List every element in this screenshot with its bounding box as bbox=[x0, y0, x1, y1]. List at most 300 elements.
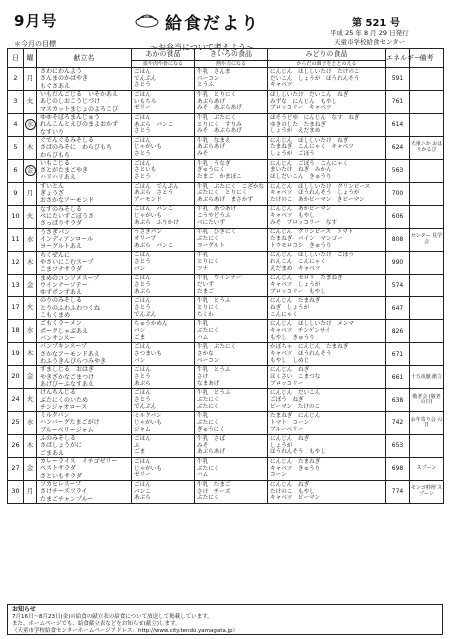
weekday-cell: 月 bbox=[24, 182, 37, 205]
r-line: ベーコン bbox=[197, 357, 220, 364]
menu-line: もぐさあえ bbox=[40, 82, 71, 90]
y-line: ふ bbox=[134, 442, 140, 449]
r-line: ツナ bbox=[197, 265, 209, 272]
weekday-cell: 水 bbox=[24, 412, 37, 435]
green-food-cell bbox=[268, 159, 386, 182]
g-line: はくさい こまつな bbox=[270, 373, 321, 380]
red-food-cell bbox=[195, 435, 268, 458]
day-cell: 26 bbox=[8, 435, 24, 458]
menu-line: のりのみそしる bbox=[40, 297, 83, 305]
r-line: 牛乳 うなぎ bbox=[197, 160, 231, 167]
col-kcal: エネルギー bbox=[386, 49, 410, 68]
menu-line: ハンバーグたまごがけ bbox=[40, 419, 100, 427]
col-yellow-sub: 血や肉や骨になる bbox=[132, 61, 195, 68]
energy-cell: 808 bbox=[386, 228, 410, 251]
g-line: たまねぎ こんにゃく キャベツ bbox=[270, 144, 354, 151]
r-line: 牛乳 bbox=[197, 458, 209, 465]
energy-cell: 574 bbox=[386, 274, 410, 297]
g-line: にんじん ほししいたけ ねぎ bbox=[270, 137, 349, 144]
y-line: ごはん bbox=[134, 435, 151, 442]
g-line: キャベツ しょうが bbox=[270, 282, 321, 289]
menu-line: さとがたまごやき bbox=[40, 167, 89, 175]
menu-line: ベストサラダ bbox=[40, 465, 76, 473]
yellow-food-cell bbox=[132, 136, 195, 159]
r-line: とりにく bbox=[197, 305, 220, 312]
r-line: 牛乳 ウインナー bbox=[197, 275, 242, 282]
g-line: にんじん たまねぎ bbox=[270, 458, 321, 465]
table-row bbox=[8, 480, 444, 503]
yellow-food-cell bbox=[132, 205, 195, 228]
energy-cell: 742 bbox=[386, 412, 410, 435]
y-line: ごはん bbox=[134, 91, 151, 98]
r-line: さかな bbox=[197, 350, 214, 357]
weekday-cell: 木 bbox=[24, 343, 37, 366]
menu-line: ゆゆそぼろまんじゅう bbox=[40, 113, 101, 121]
menu-line: べにたいずごぼうさ bbox=[40, 213, 95, 221]
menu-line: わらびもち bbox=[40, 151, 71, 159]
r-line: とうふ bbox=[197, 82, 214, 89]
y-line: さといも bbox=[134, 167, 157, 174]
table-row bbox=[8, 228, 444, 251]
month-label: 9月号 bbox=[14, 12, 58, 30]
red-food-cell bbox=[195, 320, 268, 343]
g-line: ほしだいこん きゅうり bbox=[270, 174, 332, 181]
y-line: さとう bbox=[134, 128, 151, 135]
g-line: にんじん ほししいたけ ごぼう bbox=[270, 252, 354, 259]
menu-cell bbox=[37, 136, 132, 159]
g-line: にんじん ほししいたけ たけのこ bbox=[270, 68, 360, 75]
r-line: あぶらあげ bbox=[197, 449, 225, 456]
menu-line: あじのしおこうじづけ bbox=[40, 98, 101, 106]
green-food-cell bbox=[268, 113, 386, 136]
r-line: ぶたにく bbox=[197, 403, 220, 410]
table-row bbox=[8, 412, 444, 435]
red-food-cell bbox=[195, 113, 268, 136]
r-line: あぶらあげ まさかず bbox=[197, 197, 253, 204]
note-cell bbox=[410, 91, 444, 114]
notice-title: お知らせ bbox=[12, 606, 36, 613]
menu-body bbox=[8, 68, 444, 504]
note-cell: 十五夜献 献立 bbox=[410, 366, 444, 389]
menu-cell bbox=[37, 68, 132, 91]
note-cell bbox=[410, 182, 444, 205]
yellow-food-cell bbox=[132, 458, 195, 481]
y-line: ごはん bbox=[134, 344, 151, 351]
col-note: 備考 bbox=[410, 49, 444, 68]
g-line: ブルーベリー bbox=[270, 426, 304, 433]
y-line: さとう bbox=[134, 373, 151, 380]
table-row bbox=[8, 297, 444, 320]
menu-line: やきざかなごまつけ bbox=[40, 373, 95, 381]
y-line: パンこ bbox=[134, 488, 151, 495]
menu-line: フカヒレスープ bbox=[40, 480, 82, 488]
energy-cell: 671 bbox=[386, 343, 410, 366]
menu-line: チンジャオロース bbox=[40, 403, 88, 411]
red-food-cell bbox=[195, 228, 268, 251]
y-line: さとう bbox=[134, 82, 151, 89]
col-menu: 献立名 bbox=[37, 49, 132, 68]
menu-line: なすいり bbox=[40, 128, 65, 136]
note-cell: 敬老会 (敬老の日) bbox=[410, 389, 444, 412]
green-food-cell bbox=[268, 228, 386, 251]
r-line: ハム bbox=[197, 334, 209, 341]
menu-line: すいとん bbox=[40, 182, 65, 190]
energy-cell: 700 bbox=[386, 182, 410, 205]
y-line: ごはん bbox=[134, 252, 151, 259]
energy-cell: 591 bbox=[386, 68, 410, 91]
weekday-cell bbox=[24, 159, 37, 182]
weekday-cell: 火 bbox=[24, 297, 37, 320]
menu-line: ハリハリあえ bbox=[40, 174, 76, 182]
weekday-cell: 金 bbox=[24, 458, 37, 481]
green-food-cell bbox=[268, 136, 386, 159]
col-day: 日 bbox=[8, 49, 24, 68]
g-line: ゆきのした たまねぎ bbox=[270, 121, 326, 128]
weekday-circle: 金 bbox=[25, 165, 36, 176]
r-line: 牛乳 ぶたにく こざかな bbox=[197, 183, 265, 190]
y-line: ジャム bbox=[134, 426, 151, 433]
menu-cell bbox=[37, 113, 132, 136]
r-line: 牛乳 とうふ bbox=[197, 389, 231, 396]
menu-line: ぎょうざ bbox=[40, 190, 65, 198]
table-row bbox=[8, 251, 444, 274]
weekday-cell: 木 bbox=[24, 251, 37, 274]
green-food-cell bbox=[268, 297, 386, 320]
note-cell: センター 見学会 bbox=[410, 228, 444, 251]
y-line: ごはん でんぷん bbox=[134, 183, 179, 190]
menu-line: こまツナサラダ bbox=[40, 266, 82, 274]
menu-line: れんこんとえびのまよおかず bbox=[40, 121, 119, 129]
y-line: じゃがいも bbox=[134, 465, 162, 472]
g-line: にんじん たまねぎ bbox=[270, 298, 321, 305]
r-line: ベーコン bbox=[197, 75, 220, 82]
g-line: にんじん あかピーマン bbox=[270, 206, 332, 213]
menu-line: インディアンロール bbox=[40, 235, 94, 243]
r-line: 牛乳 たまご bbox=[197, 481, 231, 488]
y-line: ゼリー bbox=[134, 472, 151, 479]
menu-line: いもだんごじる いそかあえ bbox=[40, 91, 119, 99]
r-line: ぶたにく bbox=[197, 396, 220, 403]
r-line: ハム bbox=[197, 472, 209, 479]
green-food-cell bbox=[268, 412, 386, 435]
g-line: ねぎ しょうが bbox=[270, 305, 310, 312]
r-line: 牛乳 とうふ bbox=[197, 367, 231, 374]
y-line: あぶら bbox=[134, 288, 151, 295]
menu-line: けんちんじる bbox=[40, 389, 77, 397]
g-line: キャベツ ピーマン bbox=[270, 495, 321, 502]
menu-line: さわにわんよう bbox=[40, 68, 83, 76]
y-line: あぶら ふりかけ bbox=[134, 220, 179, 227]
energy-cell: 990 bbox=[386, 251, 410, 274]
r-line: 牛乳 とうふ bbox=[197, 298, 231, 305]
y-line: さとう bbox=[134, 174, 151, 181]
y-line: さとう bbox=[134, 282, 151, 289]
menu-line: パンプキンスープ bbox=[40, 343, 87, 351]
day-cell: 17 bbox=[8, 297, 24, 320]
g-line: ほうれんそう もやし bbox=[270, 449, 326, 456]
yellow-food-cell bbox=[132, 159, 195, 182]
weekday-cell: 火 bbox=[24, 91, 37, 114]
menu-line: ゆずポンずあえ bbox=[40, 289, 83, 297]
r-line: 牛乳 bbox=[197, 412, 209, 419]
yellow-food-cell bbox=[132, 412, 195, 435]
g-line: トマト コーン bbox=[270, 419, 310, 426]
day-cell: 12 bbox=[8, 251, 24, 274]
red-food-cell bbox=[195, 274, 268, 297]
menu-line: ブルーベリージャム bbox=[40, 426, 94, 434]
energy-cell: 624 bbox=[386, 136, 410, 159]
energy-cell: 826 bbox=[386, 320, 410, 343]
weekday-cell: 火 bbox=[24, 389, 37, 412]
col-green-sub: からだの調子をととのえる bbox=[268, 61, 386, 68]
red-food-cell bbox=[195, 389, 268, 412]
menu-cell bbox=[37, 412, 132, 435]
energy-cell: 698 bbox=[386, 458, 410, 481]
day-cell: 30 bbox=[8, 480, 24, 503]
menu-cell bbox=[37, 320, 132, 343]
day-cell: 24 bbox=[8, 389, 24, 412]
yellow-food-cell bbox=[132, 68, 195, 91]
green-food-cell bbox=[268, 205, 386, 228]
menu-line: ぶたにくのいため bbox=[40, 396, 89, 404]
table-row bbox=[8, 274, 444, 297]
y-line: でんぷん bbox=[134, 403, 157, 410]
energy-cell: 653 bbox=[386, 435, 410, 458]
note-cell bbox=[410, 113, 444, 136]
red-food-cell bbox=[195, 68, 268, 91]
note-cell bbox=[410, 274, 444, 297]
note-cell: モンゴ料理 スプーン bbox=[410, 480, 444, 503]
table-row bbox=[8, 159, 444, 182]
green-food-cell bbox=[268, 366, 386, 389]
r-line: さけ チーズ bbox=[197, 488, 231, 495]
note-cell bbox=[410, 343, 444, 366]
menu-line: まめのコンソメスープ bbox=[40, 274, 100, 282]
yellow-food-cell bbox=[132, 343, 195, 366]
menu-line: あげびーふなすあえ bbox=[40, 380, 94, 388]
red-food-cell bbox=[195, 297, 268, 320]
green-food-cell bbox=[268, 91, 386, 114]
energy-cell: 774 bbox=[386, 480, 410, 503]
red-food-cell bbox=[195, 91, 268, 114]
energy-cell: 761 bbox=[386, 91, 410, 114]
menu-cell bbox=[37, 480, 132, 503]
r-line: ぎゅうにく bbox=[197, 426, 225, 433]
weekday-cell: 木 bbox=[24, 435, 37, 458]
menu-line: カレーライス イチゴゼリー bbox=[40, 458, 118, 466]
y-line: ごはん bbox=[134, 114, 151, 121]
y-line: ごはん bbox=[134, 481, 151, 488]
g-line: みずな にんじん もやし bbox=[270, 98, 338, 105]
y-line: いもちろ bbox=[134, 98, 157, 105]
g-line: キャベツ ほうれんそう しょうが bbox=[270, 190, 360, 197]
day-cell: 13 bbox=[8, 274, 24, 297]
menu-line: ミルクパン bbox=[40, 412, 70, 420]
menu-table bbox=[7, 48, 444, 504]
menu-cell bbox=[37, 343, 132, 366]
g-line: にんじん ほししいたけ メンマ bbox=[270, 321, 354, 328]
y-line: ごはん bbox=[134, 367, 151, 374]
green-food-cell bbox=[268, 182, 386, 205]
menu-cell bbox=[37, 389, 132, 412]
notice-line: 7月16日～8月23日(金)の給食の献立表の給食について放送して掲載しています。 bbox=[12, 613, 213, 620]
y-line: さとう bbox=[134, 259, 151, 266]
r-line: とりにく すりみ bbox=[197, 121, 242, 128]
y-line: ゼリー bbox=[134, 105, 151, 112]
r-line: ぶたにく bbox=[197, 236, 220, 243]
day-cell: 20 bbox=[8, 366, 24, 389]
col-red: きいろの食品 bbox=[195, 49, 268, 61]
r-line: 牛乳 ぶたにく bbox=[197, 114, 237, 121]
note-cell: お年寄り会 の日 bbox=[410, 412, 444, 435]
menu-line: マスカットまじょのよろこび bbox=[40, 105, 118, 113]
y-line: パン bbox=[134, 265, 146, 272]
y-line: でんぷん bbox=[134, 75, 157, 82]
red-food-cell bbox=[195, 205, 268, 228]
yellow-food-cell bbox=[132, 297, 195, 320]
yellow-food-cell bbox=[132, 366, 195, 389]
r-line: こうやどうふ bbox=[197, 213, 231, 220]
g-line: ブロッコリー bbox=[270, 380, 304, 387]
table-row bbox=[8, 389, 444, 412]
col-green: みどりの食品 bbox=[268, 49, 386, 61]
g-line: たまねぎ にんじん bbox=[270, 412, 321, 419]
green-food-cell bbox=[268, 68, 386, 91]
yellow-food-cell bbox=[132, 91, 195, 114]
yellow-food-cell bbox=[132, 274, 195, 297]
weekday-cell: 月 bbox=[24, 480, 37, 503]
g-line: にんじん ねぎ bbox=[270, 481, 310, 488]
r-line: ヨーグルト bbox=[197, 243, 225, 250]
day-cell: 2 bbox=[8, 68, 24, 91]
yellow-food-cell bbox=[132, 435, 195, 458]
menu-line: さかなアーモンドあえ bbox=[40, 350, 100, 358]
green-food-cell bbox=[268, 320, 386, 343]
weekday-circle: 水 bbox=[25, 119, 36, 130]
table-row bbox=[8, 458, 444, 481]
y-line: パン bbox=[134, 357, 146, 364]
menu-cell bbox=[37, 297, 132, 320]
g-line: しょうが ごぼう bbox=[270, 151, 315, 158]
weekday-cell: 水 bbox=[24, 320, 37, 343]
r-line: だいず bbox=[197, 282, 214, 289]
day-cell: 10 bbox=[8, 205, 24, 228]
r-line: たまご bbox=[197, 288, 214, 295]
g-line: キャベツ もやし bbox=[270, 213, 315, 220]
note-cell bbox=[410, 435, 444, 458]
menu-line: バンサンスー bbox=[40, 335, 76, 343]
g-line: みそ ブロッコリー なす bbox=[270, 220, 338, 227]
y-line: アーモンド bbox=[134, 197, 162, 204]
g-line: もやし しめじ bbox=[270, 357, 310, 364]
weekday-cell: 金 bbox=[24, 366, 37, 389]
menu-line: ちくぜんに bbox=[40, 251, 71, 259]
day-cell: 25 bbox=[8, 412, 24, 435]
day-cell: 11 bbox=[8, 228, 24, 251]
r-line: 牛乳 とりにく bbox=[197, 91, 237, 98]
y-line: さつまいも bbox=[134, 350, 162, 357]
issue-number: 第 521 号 bbox=[352, 18, 400, 29]
table-row bbox=[8, 343, 444, 366]
menu-cell bbox=[37, 91, 132, 114]
g-line: ブロッコリー キャベツ bbox=[270, 105, 332, 112]
r-line: みそ あぶらあげ bbox=[197, 105, 242, 112]
g-line: だいこん しょうが ほうれんそう bbox=[270, 75, 360, 82]
y-line: ちゅうかめん bbox=[134, 321, 168, 328]
y-line: ごま bbox=[134, 334, 146, 341]
menu-line: さけチーズフライ bbox=[40, 488, 88, 496]
menu-cell bbox=[37, 366, 132, 389]
energy-cell: 614 bbox=[386, 113, 410, 136]
g-line: まいたけ ねぎ みかん bbox=[270, 167, 332, 174]
table-row bbox=[8, 113, 444, 136]
yellow-food-cell bbox=[132, 251, 195, 274]
r-line: ぶたにく bbox=[197, 327, 220, 334]
green-food-cell bbox=[268, 480, 386, 503]
y-line: ごはん bbox=[134, 68, 151, 75]
g-line: たまねぎ パイン マンゴー bbox=[270, 236, 343, 243]
red-food-cell bbox=[195, 458, 268, 481]
table-row bbox=[8, 320, 444, 343]
g-line: ピーマン たけのこ bbox=[270, 403, 321, 410]
g-line: にんじん セロリ たまねぎ bbox=[270, 275, 343, 282]
g-line: コーン bbox=[270, 472, 287, 479]
y-line: さとう bbox=[134, 396, 151, 403]
y-line: ごはん bbox=[134, 160, 151, 167]
menu-line: さんまのかばやき bbox=[40, 75, 89, 83]
red-food-cell bbox=[195, 159, 268, 182]
g-line: もやし きゅうり bbox=[270, 334, 315, 341]
y-line: ごはん bbox=[134, 298, 151, 305]
y-line: じゃがいも bbox=[134, 419, 162, 426]
menu-line: ポークしゃぶあえ bbox=[40, 327, 89, 335]
menu-line: さといもサラダ bbox=[40, 472, 82, 480]
menu-line: ごまあえ bbox=[40, 449, 65, 457]
y-line: じゃがいも bbox=[134, 144, 162, 151]
g-line: ブロッコリー もやし bbox=[270, 288, 326, 295]
weekday-cell: 金 bbox=[24, 274, 37, 297]
g-line: ほししいたけ だいこん ねぎ bbox=[270, 91, 349, 98]
g-line: かぼちゃ にんじん たまねぎ bbox=[270, 344, 349, 351]
menu-line: ヨーグルトあえ bbox=[40, 243, 82, 251]
menu-line: たまごチャンプルー bbox=[40, 495, 94, 503]
g-line: たけのこ もやし bbox=[270, 488, 315, 495]
menu-line: ごもくラーメン bbox=[40, 320, 82, 328]
red-food-cell bbox=[195, 343, 268, 366]
page-title: 給食だより bbox=[165, 14, 260, 34]
green-food-cell bbox=[268, 274, 386, 297]
r-line: ぶたにく とりにく bbox=[197, 190, 248, 197]
r-line: さけ bbox=[197, 373, 209, 380]
g-line: キャベツ きゅうり bbox=[270, 465, 321, 472]
yellow-food-cell bbox=[132, 182, 195, 205]
yellow-food-cell bbox=[132, 320, 195, 343]
day-cell: 6 bbox=[8, 159, 24, 182]
green-food-cell bbox=[268, 343, 386, 366]
y-line: ミルクパン bbox=[134, 412, 162, 419]
y-line: ごはん パンこ bbox=[134, 206, 174, 213]
y-line: ごはん bbox=[134, 275, 151, 282]
r-line: とりにく bbox=[197, 259, 220, 266]
y-line: ごはん bbox=[134, 458, 151, 465]
y-line: オリーブ bbox=[134, 236, 157, 243]
monthly-theme: ～お弁当について考えよう～ bbox=[150, 43, 254, 52]
menu-line: やさいにこむスープ bbox=[40, 258, 94, 266]
menu-line: ぐでんぐるみそしる bbox=[40, 136, 95, 144]
yellow-food-cell bbox=[132, 389, 195, 412]
g-line: にんじん ごぼう こんにゃく bbox=[270, 160, 349, 167]
menu-cell bbox=[37, 458, 132, 481]
